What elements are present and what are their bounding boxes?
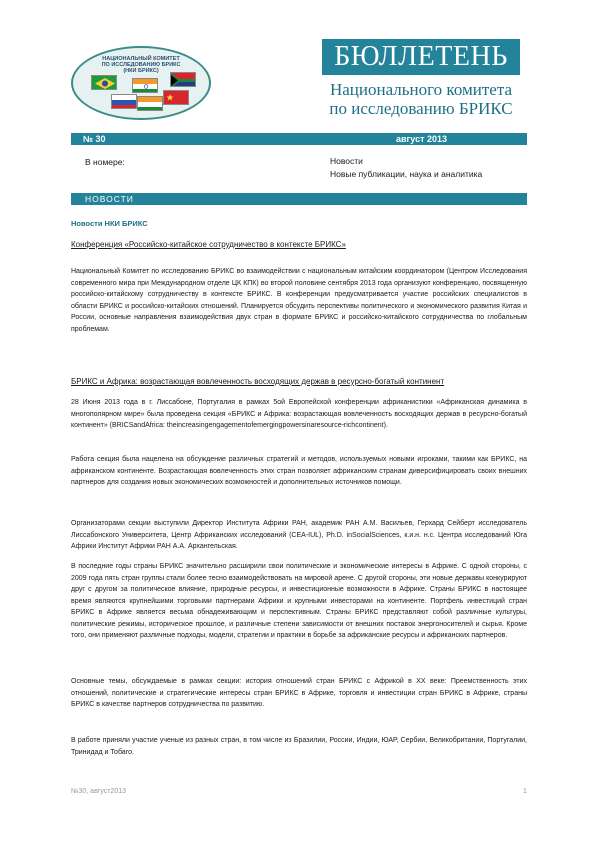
- bulletin-title: БЮЛЛЕТЕНЬ: [322, 39, 520, 75]
- logo-text-line: ПО ИССЛЕДОВАНИЮ БРИКС: [101, 62, 181, 68]
- toc-item-news[interactable]: Новости: [330, 156, 363, 166]
- article-paragraph: Национальный Комитет по исследованию БРИКС во взаимодействии с национальным китайским координатором (Центром Исследования современного мира при Международном отделе ЦК КПК) во второй половине сентября 2013 года организуют конференцию, посвященную российско-китайскому сотрудничеству в контексте БРИКС. В конференции предусматривается участие российских специалистов в области БРИКС и российско-китайских отношений. Планируется обсудить перспективы политического и экономического развития Китая и России, основные направления взаимодействия двух стран в формате БРИКС и российско-китайского сотрудничества по глобальным проблемам.: [71, 268, 527, 333]
- news-section-bar: [71, 193, 527, 205]
- article-paragraph: 28 Июня 2013 года в г. Лиссабоне, Португалия в рамках 5ой Европейской конференции африканистики «Африканская динамика в многополярном мире» была проведена секция «БРИКС и Африка: возрастающая вовлеченность восходящих держав в ресурсно-богатый континент» (BRICSandAfrica: theincreasingengagementofemergingpowersinaresource-richcontinent).: [71, 399, 527, 429]
- article-title[interactable]: БРИКС и Африка: возрастающая вовлеченность восходящих держав в ресурсно-богатый континент: [71, 377, 445, 386]
- article-paragraph: Работа секция была нацелена на обсуждение различных стратегий и методов, используемых новыми игроками, такими как БРИКС, на африканском континенте. Возрастающая вовлеченность этих стран позволяет африканским странам диверсифицировать своих внешних партнеров для создания новых экономических возможностей и дополнительных источников помощи.: [71, 456, 527, 486]
- section-heading: Новости НКИ БРИКС: [71, 219, 148, 228]
- logo-text-line: НАЦИОНАЛЬНЫЙ КОМИТЕТ: [102, 56, 180, 62]
- logo-text-line: (НКИ БРИКС): [123, 68, 159, 74]
- issue-bar: [71, 133, 527, 145]
- issue-number: № 30: [83, 134, 106, 144]
- committee-logo: [71, 46, 211, 120]
- article-paragraph: В работе приняли участие ученые из разных стран, в том числе из Бразилии, России, Индии, ЮАР, Сербии, Великобритании, Португалии, Тринидад и Тобаго.: [71, 737, 527, 756]
- toc-label: В номере:: [85, 157, 125, 167]
- page-number: 1: [523, 788, 527, 795]
- subtitle-line: по исследованию БРИКС: [329, 99, 513, 118]
- brazil-flag-icon: [91, 75, 117, 90]
- news-section-label: НОВОСТИ: [85, 194, 134, 204]
- article-paragraph: Организаторами секции выступили Директор Института Африки РАН, академик РАН А.М. Васильев, Герхард Сейберт исследователь Лиссабонского Университета, Центр Африканских исследований (CEA-IUL), Ph.D. inSocialSciences, к.и.н. н.с. Центра исследований Юга Африки Институт Африки РАН А.А. Архангельская.: [71, 520, 527, 550]
- article-paragraph: Основные темы, обсуждаемые в рамках секции: история отношений стран БРИКС с Африкой в XX веке: Преемственность этих отношений, политические и стратегические интересы стран БРИКС в Африке, торговля и инвестиции стран БРИКС в Африке, страны БРИКС в качестве партнеров сотрудничества по развитию.: [71, 678, 527, 708]
- south-africa-flag-icon: [170, 72, 196, 87]
- subtitle-line: Национального комитета: [329, 80, 513, 99]
- issue-date: август 2013: [396, 134, 448, 144]
- china-flag-icon: [163, 90, 189, 105]
- footer-issue: №30, август2013: [71, 788, 127, 795]
- india-flag-icon: [132, 78, 158, 93]
- article-title[interactable]: Конференция «Российско-китайское сотрудничество в контексте БРИКС»: [71, 240, 346, 249]
- russia-flag-icon: [111, 94, 137, 109]
- bulletin-subtitle: [322, 80, 520, 118]
- toc-item-publications[interactable]: Новые публикации, наука и аналитика: [330, 169, 483, 179]
- article-paragraph: В последние годы страны БРИКС значительно расширили свои политические и экономические интересы в Африке. С одной стороны, с 2009 года пять стран группы стали более тесно взаимодействовать на мировой арене. С другой стороны, эти новые державы конкурируют друг с другом за политическое влияние, природные ресурсы, и инвестиционные возможности в Африке. Страны БРИКС в настоящее время являются крупнейшими торговыми партнерами Африки и крупными инвесторами на континенте. Портфель инвестиций стран БРИКС в Африке является весьма обнадеживающим и перспективным. Страны БРИКС представляют собой различные культуры, политические режимы, историческое прошлое, и различные степени зависимости от внешних поставок энергоносителей и сырья. Кроме того, они применяют различные подходы, модели, стратегии и практики в борьбе за африканские ресурсы и африканских партнеров.: [71, 563, 527, 639]
- india-flag-icon: [137, 96, 163, 111]
